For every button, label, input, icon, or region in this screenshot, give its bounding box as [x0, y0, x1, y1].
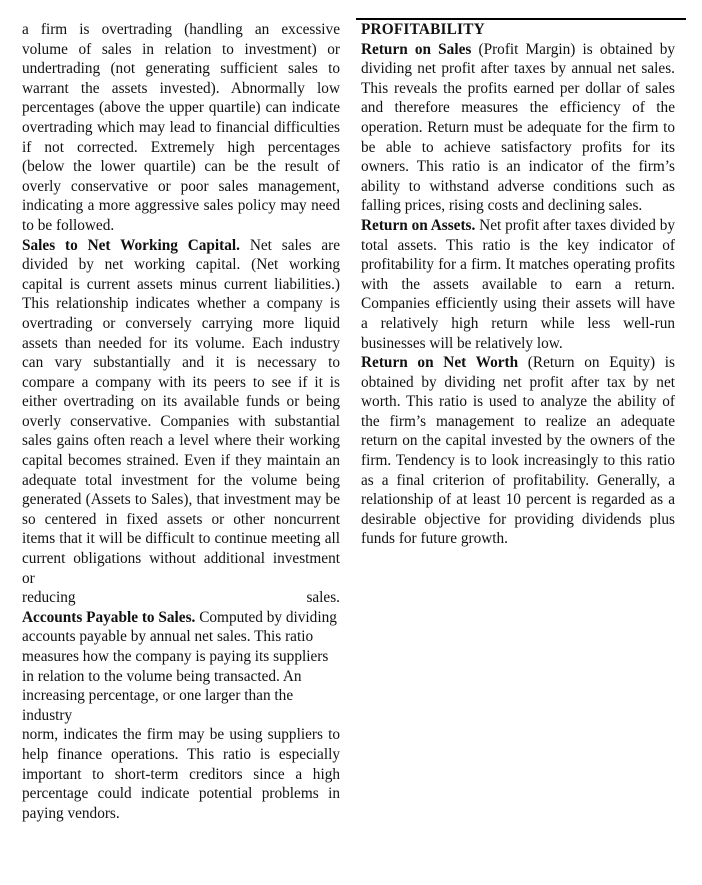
return-on-sales-title: Return on Sales [361, 40, 472, 58]
return-on-net-worth-paragraph [361, 353, 675, 549]
return-on-net-worth-body: (Return on Equity) is obtained by dividing net profit after tax by net worth. This ratio is used to analyze the ability of the firm’s management to realize an adequate return on the capital invested by the owners of the firm. Tendency is to look increasingly to this ratio as a final criterion of profitability. Generally, a relationship of at least 10 percent is regarded as a desirable objective for providing dividends plus funds for future growth. [361, 354, 675, 548]
accounts-payable-to-sales-paragraph [22, 608, 340, 726]
return-on-assets-title: Return on Assets. [361, 216, 476, 234]
left-column [22, 20, 340, 823]
accounts-payable-to-sales-continuation: norm, indicates the firm may be using suppliers to help finance operations. This ratio is especially important to short-term creditors since a high percentage could indicate potential problems in paying vendors. [22, 726, 340, 822]
accounts-payable-to-sales-title: Accounts Payable to Sales. [22, 608, 196, 626]
sales-to-net-working-capital-body: Net sales are divided by net working capital. (Net working capital is current assets minus current liabilities.) This relationship indicates whether a company is overtrading or conversely carrying more liquid assets than needed for its volume. Each industry can vary substantially and it is necessary to compare a company with its peers to see if it is either overtrading on its available funds or being overly conservative. Companies with substantial sales gains often reach a level where their working capital becomes strained. Even if they maintain an adequate total investment for the volume being generated (Assets to Sales), that investment may be so centered in fixed assets or other noncurrent items that it will be difficult to continue meeting all current obligations without additional investment or [22, 236, 340, 587]
sales-to-net-working-capital-title: Sales to Net Working Capital. [22, 236, 240, 254]
accounts-payable-to-sales-body-1: Computed by dividing accounts payable by annual net sales. This ratio measures how the company is paying its suppliers in relation to the volume being transacted. An increasing percentage, or one larger than the industry [22, 608, 337, 724]
right-column [361, 20, 675, 549]
return-on-assets-paragraph [361, 216, 675, 353]
section-heading-profitability: PROFITABILITY [361, 21, 485, 38]
return-on-net-worth-title: Return on Net Worth [361, 354, 519, 372]
tail-word-sales: sales. [306, 589, 340, 607]
tail-word-reducing: reducing [22, 589, 76, 607]
sales-to-net-working-capital-tail [22, 588, 340, 608]
sales-to-net-working-capital-paragraph [22, 236, 340, 589]
return-on-assets-body: Net profit after taxes divided by total assets. This ratio is the key indicator of profitability for a firm. It matches operating profits with the assets available to earn a return. Companies efficiently using their assets will have a relatively high return while less well-run businesses will be relatively low. [361, 216, 675, 352]
continued-paragraph: a firm is overtrading (handling an excessive volume of sales in relation to investment) or undertrading (not generating sufficient sales to warrant the assets invested). Abnormally low percentages (above the upper quartile) can indicate overtrading which may lead to financial difficulties if not corrected. Extremely high percentages (below the lower quartile) can be the result of overly conservative or poor sales management, indicating a more aggressive sales policy may need to be followed. [22, 21, 340, 234]
return-on-sales-paragraph [361, 40, 675, 216]
return-on-sales-body: (Profit Margin) is obtained by dividing net profit after taxes by annual net sales. This reveals the profits earned per dollar of sales and therefore measures the efficiency of the operation. Return must be adequate for the firm to be able to achieve satisfactory profits for its owners. This ratio is an indicator of the firm’s ability to withstand adverse conditions such as falling prices, rising costs and declining sales. [361, 40, 675, 215]
